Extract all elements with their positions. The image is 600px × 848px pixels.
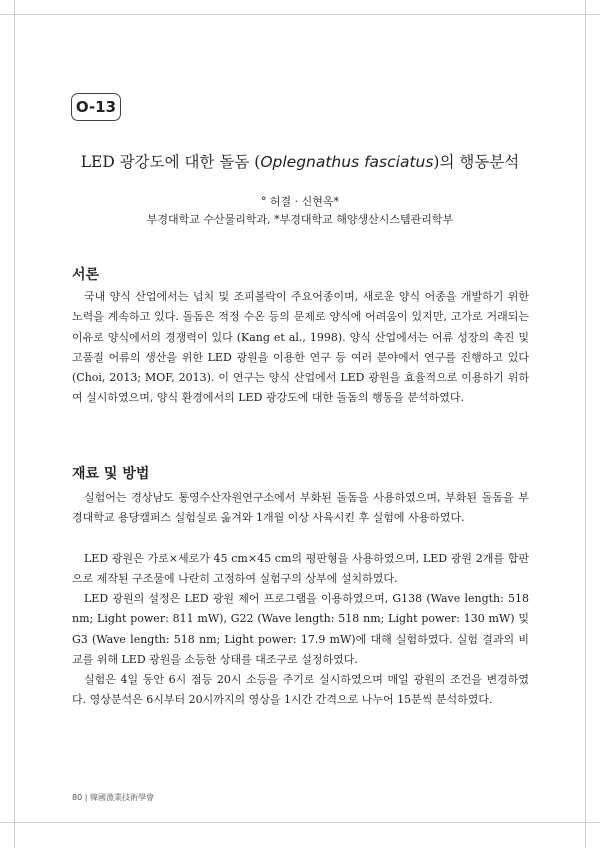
paper-title bbox=[0, 150, 600, 172]
title-suffix: )의 행동분석 bbox=[433, 153, 520, 171]
page-footer: 80 | 韓國漁業技術學會 bbox=[72, 793, 154, 802]
methods-paragraph-3: LED 광원의 설정은 LED 광원 제어 프로그램을 이용하였으며, G138 (Wave length: 518 nm; Light power: 811 mW), G22 (Wave length: 518 nm; Light power: 130 mW) 및 G3 (Wave length: 518 nm; Light power: 17.9 mW)에 대해 실험하였다. 실험 결과의 비교를 위해 LED 광원을 소등한 상태를 대조구로 설정하였다. bbox=[72, 592, 529, 666]
title-species: Oplegnathus fasciatus bbox=[260, 153, 434, 171]
intro-paragraph: 국내 양식 산업에서는 넙치 및 조피볼락이 주요어종이며, 새로운 양식 어종을 개발하기 위한 노력을 계속하고 있다. 돌돔은 적정 수온 등의 문제로 양식에 어려움이 있지만, 고가로 거래되는 이유로 양식에서의 경쟁력이 있다 (Kang et al., 1998). 양식 산업에서는 어류 성장의 촉진 및 고품질 어류의 생산을 위한 LED 광원을 이용한 연구 등 여러 분야에서 연구를 진행하고 있다 (Choi, 2013; MOF, 2013). 이 연구는 양식 산업에서 LED 광원을 효율적으로 이용하기 위하여 실시하였으며, 양식 환경에서의 LED 광강도에 대한 돌돔의 행동을 분석하였다. bbox=[72, 290, 529, 405]
intro-heading: 서론 bbox=[72, 267, 100, 283]
methods-heading: 재료 및 방법 bbox=[72, 466, 150, 482]
methods-paragraph-1: 실험어는 경상남도 통영수산자원연구소에서 부화된 돌돔을 사용하였으며, 부화된 돌돔을 부경대학교 용당캠퍼스 실험실로 옮겨와 1개월 이상 사육시킨 후 실험에 사용하였다. bbox=[72, 491, 529, 525]
page-frame-right bbox=[585, 0, 586, 848]
methods-paragraph-4: 실험은 4일 동안 6시 점등 20시 소등을 주기로 실시하였으며 매일 광원의 조건을 변경하였다. 영상분석은 6시부터 20시까지의 영상을 1시간 간격으로 나누어 15분씩 분석하였다. bbox=[72, 673, 529, 707]
title-prefix: LED 광강도에 대한 돌돔 ( bbox=[80, 153, 261, 171]
authors: ° 허결 · 신현옥* bbox=[260, 195, 340, 208]
methods-paragraph-2: LED 광원은 가로×세로가 45 cm×45 cm의 평판형을 사용하였으며, LED 광원 2개를 합판으로 제작된 구조물에 나란히 고정하여 실험구의 상부에 설치하였다. bbox=[72, 552, 529, 586]
abstract-code-badge: O-13 bbox=[71, 93, 121, 121]
affiliation: 부경대학교 수산물리학과, *부경대학교 해양생산시스템관리학부 bbox=[146, 213, 454, 226]
page-frame-top bbox=[0, 14, 600, 15]
page-frame-left bbox=[14, 0, 15, 848]
page-frame-bottom bbox=[0, 822, 600, 823]
